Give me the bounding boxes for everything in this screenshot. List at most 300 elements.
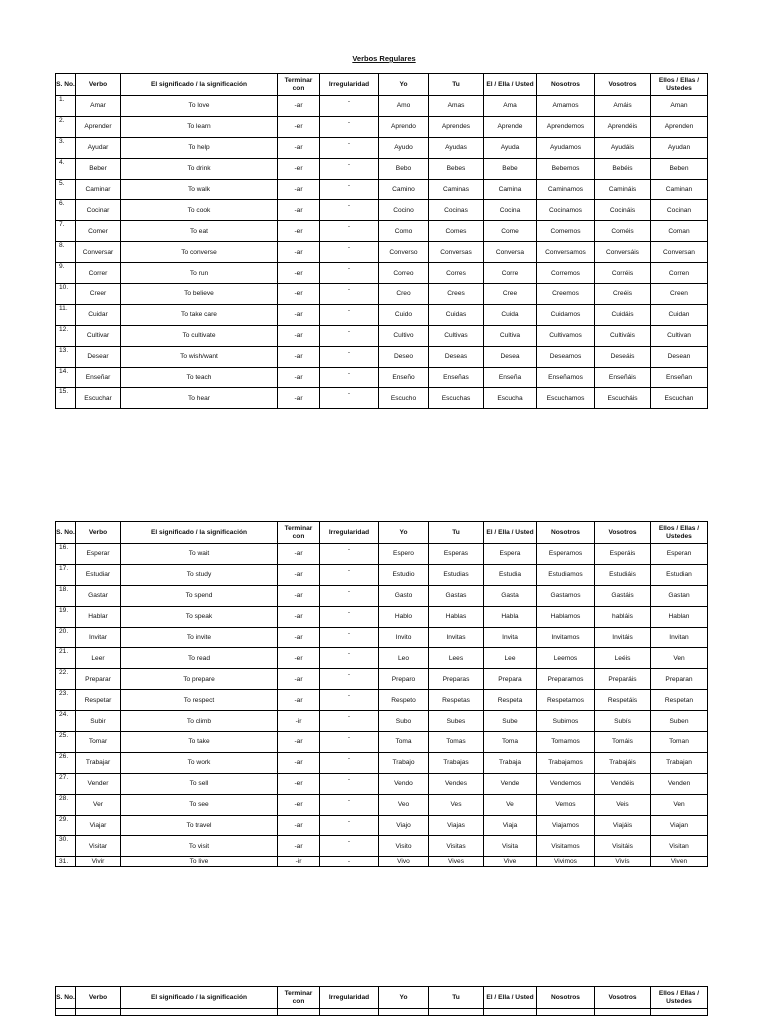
cell-el-ella-usted: Viaja — [484, 815, 537, 836]
cell-verbo: Comer — [76, 221, 121, 242]
cell-nosotros: Corremos — [537, 263, 595, 284]
cell-terminar-con: -ar — [278, 367, 320, 388]
cell-yo: Vendo — [379, 773, 429, 794]
cell-significado: To drink — [121, 158, 278, 179]
cell-vosotros: Gastáis — [595, 585, 651, 606]
cell-terminar-con: -ir — [278, 711, 320, 732]
column-header-vosotros: Vosotros — [595, 74, 651, 96]
column-header-tu: Tu — [429, 74, 484, 96]
cell-significado: To sell — [121, 773, 278, 794]
cell-terminar-con: -ar — [278, 304, 320, 325]
cell-nosotros: Ayudamos — [537, 137, 595, 158]
column-header-ellos-ellas-ustedes: Ellos / Ellas / Ustedes — [651, 74, 708, 96]
cell-irregularidad: - — [320, 179, 379, 200]
column-header-significado: El significado / la significación — [121, 522, 278, 544]
cell-nosotros: Amamos — [537, 96, 595, 117]
cell-significado: To respect — [121, 690, 278, 711]
cell-nosotros: Leemos — [537, 648, 595, 669]
table-row — [56, 732, 708, 753]
cell-tu: Viajas — [429, 815, 484, 836]
table-row — [56, 388, 708, 409]
cell-yo: Veo — [379, 794, 429, 815]
cell-irregularidad: - — [320, 815, 379, 836]
cell-s-no: 3. — [56, 137, 76, 158]
cell-tu: Escuchas — [429, 388, 484, 409]
cell-yo: Escucho — [379, 388, 429, 409]
cell-terminar-con: -ar — [278, 752, 320, 773]
cell-terminar-con: -ar — [278, 242, 320, 263]
cell-tu: Corres — [429, 263, 484, 284]
cell-el-ella-usted: Conversa — [484, 242, 537, 263]
cell-vosotros: Veis — [595, 794, 651, 815]
column-header-s-no: S. No. — [56, 74, 76, 96]
cell-ellos-ellas-ustedes: Toman — [651, 732, 708, 753]
cell-irregularidad: - — [320, 116, 379, 137]
cell-ellos-ellas-ustedes: Escuchan — [651, 388, 708, 409]
cell-vosotros: Vivís — [595, 857, 651, 867]
cell-s-no: 15. — [56, 388, 76, 409]
cell-terminar-con: -ar — [278, 606, 320, 627]
cell-tu: Vives — [429, 857, 484, 867]
cell-irregularidad: - — [320, 242, 379, 263]
column-header-el-ella-usted: El / Ella / Usted — [484, 522, 537, 544]
cell-nosotros: Estudiamos — [537, 564, 595, 585]
cell-ellos-ellas-ustedes: Creen — [651, 284, 708, 305]
column-header-el-ella-usted: El / Ella / Usted — [484, 987, 537, 1009]
cell-terminar-con: -er — [278, 284, 320, 305]
table-row — [56, 544, 708, 565]
column-header-yo: Yo — [379, 74, 429, 96]
cell-nosotros: Caminamos — [537, 179, 595, 200]
cell-nosotros: Cultivamos — [537, 325, 595, 346]
cell-s-no: 24. — [56, 711, 76, 732]
cell-s-no: 4. — [56, 158, 76, 179]
cell-irregularidad: - — [320, 325, 379, 346]
cell-vosotros: Enseñáis — [595, 367, 651, 388]
cell-significado: To wish/want — [121, 346, 278, 367]
cell-ellos-ellas-ustedes: Ayudan — [651, 137, 708, 158]
column-header-nosotros: Nosotros — [537, 987, 595, 1009]
cell-tu: Ves — [429, 794, 484, 815]
cell-ellos-ellas-ustedes: Esperan — [651, 544, 708, 565]
cell-yo: Hablo — [379, 606, 429, 627]
verbs-table-1 — [55, 73, 708, 409]
cell-yo: Enseño — [379, 367, 429, 388]
cell-irregularidad: - — [320, 857, 379, 867]
cell-significado: To hear — [121, 388, 278, 409]
cell-significado: To live — [121, 857, 278, 867]
cell-el-ella-usted: Cultiva — [484, 325, 537, 346]
cell-yo: Ayudo — [379, 137, 429, 158]
table-row — [56, 158, 708, 179]
cell-s-no: 31. — [56, 857, 76, 867]
cell-ellos-ellas-ustedes: Trabajan — [651, 752, 708, 773]
column-header-tu: Tu — [429, 522, 484, 544]
cell-verbo: Visitar — [76, 836, 121, 857]
cell-significado: To wait — [121, 544, 278, 565]
cell-ellos-ellas-ustedes: Gastan — [651, 585, 708, 606]
cell-ellos-ellas-ustedes: Invitan — [651, 627, 708, 648]
cell-nosotros: Vemos — [537, 794, 595, 815]
cell-irregularidad: - — [320, 836, 379, 857]
cell-tu: Amas — [429, 96, 484, 117]
cell-significado: To read — [121, 648, 278, 669]
cell-el-ella-usted: Lee — [484, 648, 537, 669]
cell-verbo: Ver — [76, 794, 121, 815]
cell-significado: To take care — [121, 304, 278, 325]
cell-vosotros: Camináis — [595, 179, 651, 200]
column-header-s-no: S. No. — [56, 522, 76, 544]
cell-significado: To travel — [121, 815, 278, 836]
cell-terminar-con: -ir — [278, 857, 320, 867]
cell-verbo: Conversar — [76, 242, 121, 263]
cell-yo: Leo — [379, 648, 429, 669]
cell-s-no: 13. — [56, 346, 76, 367]
table-row — [56, 96, 708, 117]
cell-s-no: 21. — [56, 648, 76, 669]
cell-irregularidad: - — [320, 388, 379, 409]
cell-vosotros: Viajáis — [595, 815, 651, 836]
cell-ellos-ellas-ustedes: Hablan — [651, 606, 708, 627]
cell-vosotros: Conversáis — [595, 242, 651, 263]
table-row — [56, 815, 708, 836]
cell-tu: Subes — [429, 711, 484, 732]
cell-significado: To spend — [121, 585, 278, 606]
column-header-ellos-ellas-ustedes: Ellos / Ellas / Ustedes — [651, 987, 708, 1009]
column-header-yo: Yo — [379, 987, 429, 1009]
table-row — [56, 711, 708, 732]
cell-terminar-con: -er — [278, 773, 320, 794]
cell-ellos-ellas-ustedes: Visitan — [651, 836, 708, 857]
column-header-irregularidad: Irregularidad — [320, 987, 379, 1009]
column-header-significado: El significado / la significación — [121, 74, 278, 96]
table-row — [56, 284, 708, 305]
verbs-table-3 — [55, 986, 708, 1016]
cell-terminar-con: -er — [278, 221, 320, 242]
cell-yo: Toma — [379, 732, 429, 753]
cell-tu: Gastas — [429, 585, 484, 606]
cell-yo: Espero — [379, 544, 429, 565]
cell-ellos-ellas-ustedes: Cocinan — [651, 200, 708, 221]
cell-el-ella-usted: Prepara — [484, 669, 537, 690]
cell-tu: Trabajas — [429, 752, 484, 773]
cell-yo: Deseo — [379, 346, 429, 367]
cell-ellos-ellas-ustedes: Venden — [651, 773, 708, 794]
cell-terminar-con: -ar — [278, 544, 320, 565]
cell-tu: Estudias — [429, 564, 484, 585]
cell-terminar-con: -ar — [278, 669, 320, 690]
cell-terminar-con: -ar — [278, 815, 320, 836]
cell-irregularidad: - — [320, 606, 379, 627]
cell-el-ella-usted: Desea — [484, 346, 537, 367]
cell-vosotros: Trabajáis — [595, 752, 651, 773]
cell-significado: To walk — [121, 179, 278, 200]
cell-yo: Cultivo — [379, 325, 429, 346]
cell-ellos-ellas-ustedes: Desean — [651, 346, 708, 367]
cell-vosotros: Creéis — [595, 284, 651, 305]
cell-terminar-con: -ar — [278, 179, 320, 200]
cell-s-no: 10. — [56, 284, 76, 305]
cell-significado: To study — [121, 564, 278, 585]
cell-ellos-ellas-ustedes: Ven — [651, 648, 708, 669]
cell-verbo: Leer — [76, 648, 121, 669]
cell-significado: To climb — [121, 711, 278, 732]
table-row — [56, 606, 708, 627]
cell-yo: Vivo — [379, 857, 429, 867]
cell-ellos-ellas-ustedes: Ven — [651, 794, 708, 815]
cell-s-no: 7. — [56, 221, 76, 242]
cell-nosotros: Escuchamos — [537, 388, 595, 409]
cell-nosotros: Vivimos — [537, 857, 595, 867]
cell-nosotros: Hablamos — [537, 606, 595, 627]
cell-el-ella-usted: Cocina — [484, 200, 537, 221]
cell-el-ella-usted: Sube — [484, 711, 537, 732]
cell-el-ella-usted: Aprende — [484, 116, 537, 137]
cell-nosotros: Visitamos — [537, 836, 595, 857]
cell-s-no: 5. — [56, 179, 76, 200]
cell-s-no: 17. — [56, 564, 76, 585]
cell-irregularidad: - — [320, 732, 379, 753]
cell-el-ella-usted: Respeta — [484, 690, 537, 711]
cell-vosotros: Coméis — [595, 221, 651, 242]
cell-nosotros: Tomamos — [537, 732, 595, 753]
table-row — [56, 690, 708, 711]
cell-verbo: Respetar — [76, 690, 121, 711]
cell-significado: To prepare — [121, 669, 278, 690]
cell-verbo: Correr — [76, 263, 121, 284]
cell-vosotros: Amáis — [595, 96, 651, 117]
cell-tu: Lees — [429, 648, 484, 669]
cell-verbo: Invitar — [76, 627, 121, 648]
cell-verbo: Escuchar — [76, 388, 121, 409]
cell-s-no: 1. — [56, 96, 76, 117]
cell-verbo: Ayudar — [76, 137, 121, 158]
cell-significado: To cook — [121, 200, 278, 221]
cell-nosotros: Enseñamos — [537, 367, 595, 388]
cell-terminar-con: -er — [278, 648, 320, 669]
cell-verbo: Vender — [76, 773, 121, 794]
table-row — [56, 137, 708, 158]
cell-verbo: Caminar — [76, 179, 121, 200]
cell-yo: Camino — [379, 179, 429, 200]
table-row — [56, 242, 708, 263]
cell-nosotros: Conversamos — [537, 242, 595, 263]
cell-yo: Respeto — [379, 690, 429, 711]
cell-verbo: Beber — [76, 158, 121, 179]
cell-significado: To teach — [121, 367, 278, 388]
cell-significado: To see — [121, 794, 278, 815]
cell-ellos-ellas-ustedes: Respetan — [651, 690, 708, 711]
table-row — [56, 221, 708, 242]
cell-nosotros: Aprendemos — [537, 116, 595, 137]
cell-terminar-con: -ar — [278, 325, 320, 346]
cell-s-no: 25. — [56, 732, 76, 753]
cell-yo: Estudio — [379, 564, 429, 585]
cell-el-ella-usted: Cree — [484, 284, 537, 305]
cell-significado: To eat — [121, 221, 278, 242]
cell-ellos-ellas-ustedes: Viajan — [651, 815, 708, 836]
cell-el-ella-usted: Visita — [484, 836, 537, 857]
cell-el-ella-usted: Habla — [484, 606, 537, 627]
cell-vosotros: Aprendéis — [595, 116, 651, 137]
cell-tu: Aprendes — [429, 116, 484, 137]
table-row — [56, 648, 708, 669]
cell-significado: To love — [121, 96, 278, 117]
cell-significado: To converse — [121, 242, 278, 263]
cell-s-no: 30. — [56, 836, 76, 857]
cell-irregularidad: - — [320, 200, 379, 221]
cell-vosotros: Esperáis — [595, 544, 651, 565]
column-header-yo: Yo — [379, 522, 429, 544]
column-header-nosotros: Nosotros — [537, 74, 595, 96]
table-row — [56, 836, 708, 857]
cell-vosotros: Deseáis — [595, 346, 651, 367]
cell-vosotros: Subís — [595, 711, 651, 732]
cell-el-ella-usted: Ayuda — [484, 137, 537, 158]
cell-yo: Como — [379, 221, 429, 242]
cell-significado: To speak — [121, 606, 278, 627]
cell-vosotros: Bebéis — [595, 158, 651, 179]
column-header-el-ella-usted: El / Ella / Usted — [484, 74, 537, 96]
cell-tu: Cuidas — [429, 304, 484, 325]
cell-s-no: 6. — [56, 200, 76, 221]
cell-nosotros: Preparamos — [537, 669, 595, 690]
cell-terminar-con: -er — [278, 263, 320, 284]
cell-s-no: 19. — [56, 606, 76, 627]
cell-nosotros: Cocinamos — [537, 200, 595, 221]
cell-terminar-con: -ar — [278, 627, 320, 648]
cell-el-ella-usted: Invita — [484, 627, 537, 648]
cell-irregularidad: - — [320, 669, 379, 690]
column-header-nosotros: Nosotros — [537, 522, 595, 544]
column-header-tu: Tu — [429, 987, 484, 1009]
cell-terminar-con: -ar — [278, 137, 320, 158]
cell-s-no: 27. — [56, 773, 76, 794]
cell-irregularidad: - — [320, 564, 379, 585]
cell-significado: To learn — [121, 116, 278, 137]
cell-el-ella-usted: Cuida — [484, 304, 537, 325]
cell-significado: To visit — [121, 836, 278, 857]
cell-tu: Cultivas — [429, 325, 484, 346]
cell-irregularidad: - — [320, 158, 379, 179]
cell-tu: Caminas — [429, 179, 484, 200]
cell-el-ella-usted: Come — [484, 221, 537, 242]
cell-ellos-ellas-ustedes: Viven — [651, 857, 708, 867]
cell-verbo: Vivir — [76, 857, 121, 867]
cell-irregularidad: - — [320, 346, 379, 367]
cell-yo: Preparo — [379, 669, 429, 690]
column-header-significado: El significado / la significación — [121, 987, 278, 1009]
cell-s-no: 16. — [56, 544, 76, 565]
cell-ellos-ellas-ustedes: Beben — [651, 158, 708, 179]
cell-nosotros: Vendemos — [537, 773, 595, 794]
cell-significado: To run — [121, 263, 278, 284]
cell-nosotros: Esperamos — [537, 544, 595, 565]
cell-verbo: Creer — [76, 284, 121, 305]
cell-el-ella-usted: Enseña — [484, 367, 537, 388]
cell-irregularidad: - — [320, 96, 379, 117]
cell-yo: Viajo — [379, 815, 429, 836]
cell-verbo: Gastar — [76, 585, 121, 606]
cell-ellos-ellas-ustedes: Aprenden — [651, 116, 708, 137]
cell-vosotros: Respetáis — [595, 690, 651, 711]
table-row — [56, 1009, 708, 1016]
column-header-verbo: Verbo — [76, 987, 121, 1009]
cell-ellos-ellas-ustedes: Coman — [651, 221, 708, 242]
cell-el-ella-usted: Toma — [484, 732, 537, 753]
cell-tu: Respetas — [429, 690, 484, 711]
cell-el-ella-usted: Camina — [484, 179, 537, 200]
cell-irregularidad: - — [320, 711, 379, 732]
cell-irregularidad: - — [320, 648, 379, 669]
cell-irregularidad: - — [320, 263, 379, 284]
cell-el-ella-usted: Espera — [484, 544, 537, 565]
header-row — [56, 987, 708, 1009]
cell-verbo: Estudiar — [76, 564, 121, 585]
cell-s-no: 18. — [56, 585, 76, 606]
cell-yo: Trabajo — [379, 752, 429, 773]
cell-tu: Preparas — [429, 669, 484, 690]
cell-yo: Correo — [379, 263, 429, 284]
cell-s-no: 28. — [56, 794, 76, 815]
table-row — [56, 627, 708, 648]
cell-verbo: Desear — [76, 346, 121, 367]
cell-yo: Gasto — [379, 585, 429, 606]
cell-significado: To help — [121, 137, 278, 158]
cell-yo: Converso — [379, 242, 429, 263]
cell-significado: To take — [121, 732, 278, 753]
header-row — [56, 522, 708, 544]
cell-tu: Crees — [429, 284, 484, 305]
cell-significado: To cultivate — [121, 325, 278, 346]
column-header-ellos-ellas-ustedes: Ellos / Ellas / Ustedes — [651, 522, 708, 544]
page-title: Verbos Regulares — [352, 54, 416, 63]
cell-ellos-ellas-ustedes: Cuidan — [651, 304, 708, 325]
cell-terminar-con: -er — [278, 794, 320, 815]
cell-irregularidad: - — [320, 773, 379, 794]
column-header-terminar-con: Terminar con — [278, 74, 320, 96]
cell-verbo: Cultivar — [76, 325, 121, 346]
cell-irregularidad: - — [320, 627, 379, 648]
cell-nosotros: Subimos — [537, 711, 595, 732]
cell-irregularidad: - — [320, 304, 379, 325]
cell-verbo: Enseñar — [76, 367, 121, 388]
table-row — [56, 773, 708, 794]
cell-irregularidad: - — [320, 690, 379, 711]
table-row — [56, 857, 708, 867]
cell-verbo: Subir — [76, 711, 121, 732]
cell-verbo: Cuidar — [76, 304, 121, 325]
cell-el-ella-usted: Estudia — [484, 564, 537, 585]
column-header-vosotros: Vosotros — [595, 522, 651, 544]
header-row — [56, 74, 708, 96]
cell-vosotros: habláis — [595, 606, 651, 627]
cell-ellos-ellas-ustedes: Enseñan — [651, 367, 708, 388]
cell-verbo: Viajar — [76, 815, 121, 836]
cell-nosotros: Creemos — [537, 284, 595, 305]
cell-irregularidad: - — [320, 585, 379, 606]
cell-irregularidad: - — [320, 221, 379, 242]
cell-tu: Tomas — [429, 732, 484, 753]
cell-el-ella-usted: Corre — [484, 263, 537, 284]
table-row — [56, 325, 708, 346]
cell-yo: Bebo — [379, 158, 429, 179]
table-row — [56, 752, 708, 773]
verbs-table-2 — [55, 521, 708, 867]
cell-vosotros: Visitáis — [595, 836, 651, 857]
cell-terminar-con: -er — [278, 158, 320, 179]
cell-el-ella-usted: Escucha — [484, 388, 537, 409]
